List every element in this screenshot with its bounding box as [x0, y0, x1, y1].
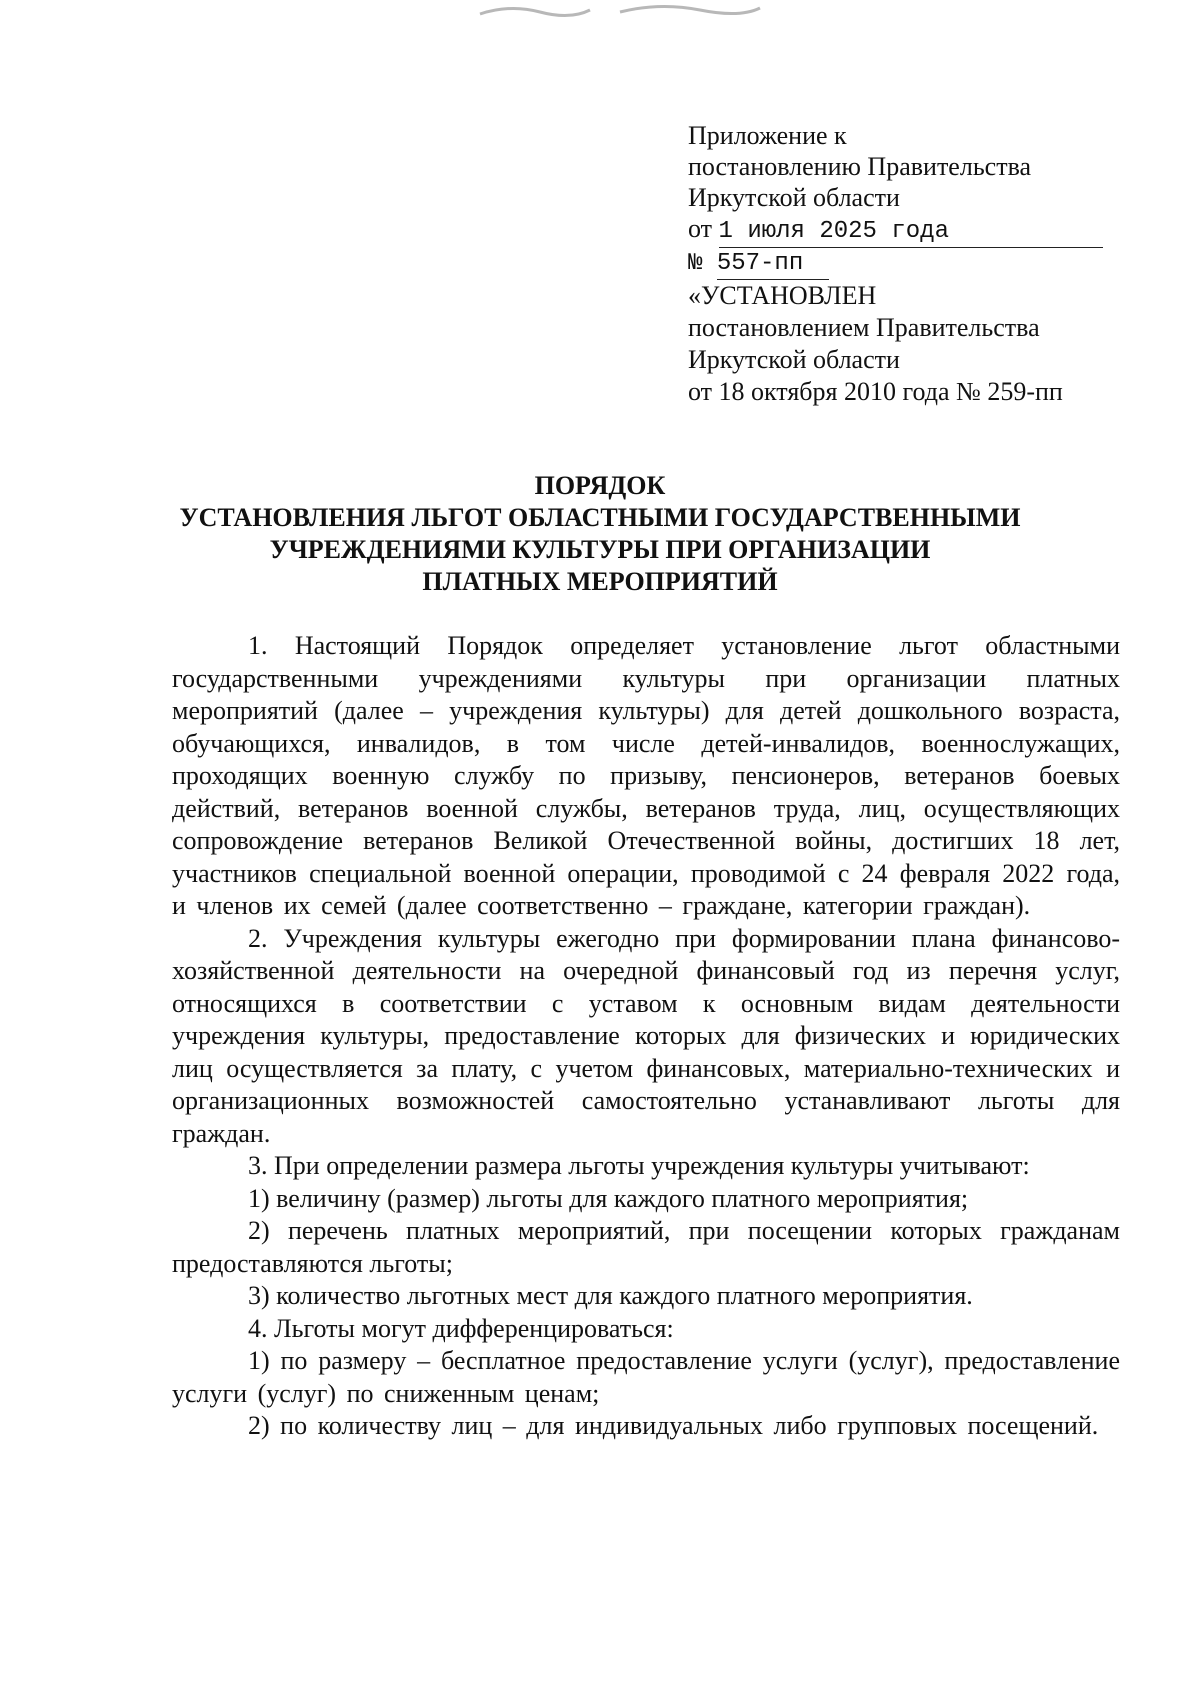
appendix-number-line	[688, 248, 1108, 280]
paragraph-4: 4. Льготы могут дифференцироваться:	[248, 1313, 674, 1343]
scan-artifact	[470, 0, 770, 30]
appendix-block	[688, 120, 1108, 280]
appendix-number-value: 557-пп	[717, 248, 829, 280]
paragraph-4-item-1: 1) по размеру – бесплатное предоставление услуги (услуг), предоставление услуги (услуг) по сниженным ценам;	[172, 1346, 1120, 1408]
paragraph-3: 3. При определении размера льготы учреждения культуры учитывают:	[248, 1151, 1030, 1180]
paragraph-1: 1. Настоящий Порядок определяет установление льгот областными государственными учреждениями культуры при организации платных мероприятий (далее – учреждения культуры) для детей дошкольного возраста, обучающихся, инвалидов, в том числе детей-инвалидов, военнослужащих, проходящих военную службу по призыву, пенсионеров, ветеранов боевых действий, ветеранов военной службы, ветеранов труда, лиц, осуществляющих сопровождение ветеранов Великой Отечественной войны, достигших 18 лет, участников специальной военной операции, проводимой с 24 февраля 2022 года, и членов их семей (далее соответственно – граждане, категории граждан).	[172, 631, 1120, 920]
appendix-line-1: Приложение к	[688, 121, 847, 150]
paragraph-4-item-2: 2) по количеству лиц – для индивидуальных либо групповых посещений.	[248, 1411, 1099, 1440]
title-line-1: ПОРЯДОК	[534, 471, 666, 500]
established-line-3: Иркутской области	[688, 345, 900, 374]
paragraph-2: 2. Учреждения культуры ежегодно при формировании плана финансово-хозяйственной деятельности на очередной финансовый год из перечня услуг, относящихся в соответствии с уставом к основным видам деятельности учреждения культуры, предоставление которых для физических и юридических лиц осуществляется за плату, с учетом финансовых, материально-технических и организационных возможностей самостоятельно устанавливают льготы для граждан.	[172, 923, 1120, 1148]
appendix-line-2: постановлению Правительства	[688, 152, 1032, 181]
title-line-3: УЧРЕЖДЕНИЯМИ КУЛЬТУРЫ ПРИ ОРГАНИЗАЦИИ	[269, 535, 931, 564]
established-block	[688, 280, 1128, 408]
appendix-date-line	[688, 213, 1108, 248]
paragraph-3-item-1: 1) величину (размер) льготы для каждого платного мероприятия;	[248, 1183, 969, 1213]
document-title	[150, 470, 1050, 598]
appendix-date-prefix: от	[688, 214, 713, 243]
established-line-1: «УСТАНОВЛЕН	[688, 281, 877, 310]
established-line-2: постановлением Правительства	[688, 313, 1040, 342]
paragraph-3-item-3: 3) количество льготных мест для каждого платного мероприятия.	[248, 1281, 973, 1310]
appendix-number-prefix: №	[688, 250, 703, 277]
title-line-4: ПЛАТНЫХ МЕРОПРИЯТИЙ	[422, 567, 778, 596]
appendix-date-value: 1 июля 2025 года	[719, 216, 1103, 248]
paragraph-3-item-2: 2) перечень платных мероприятий, при посещении которых гражданам предоставляются льготы;	[172, 1216, 1120, 1278]
title-line-2: УСТАНОВЛЕНИЯ ЛЬГОТ ОБЛАСТНЫМИ ГОСУДАРСТВЕННЫМИ	[179, 503, 1021, 532]
established-line-4: от 18 октября 2010 года № 259-пп	[688, 377, 1063, 406]
appendix-line-3: Иркутской области	[688, 183, 900, 212]
document-body	[172, 630, 1120, 1443]
